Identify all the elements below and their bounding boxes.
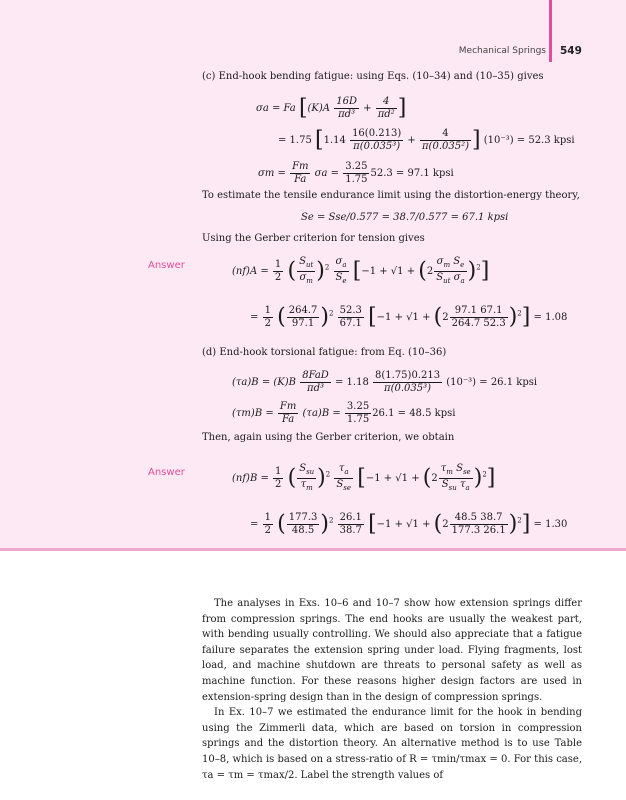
page-edge-marker [549,0,552,62]
eq-c2: = 1.75 [1.14 $\frac{16(0.213)}{\text{π(0.035³)}}$ + $\frac{4}{\text{π(0.035²)}}$ ] (10⁻³) = 52.3 kpsi [278,127,575,153]
part-d-intro: (d) End-hook torsional fatigue: from Eq. (10–36) [202,347,447,358]
gerber-intro-d: Then, again using the Gerber criterion, we obtain [202,432,455,443]
eq-c5: = $\frac{1}{2}$ ( $\frac{264.7}{97.1}$ )$^2$ $\frac{52.3}{67.1}$ [−1 + √1 + (2 $\frac{97.1 67.1}{264.7 52.3}$ )$^2$] = 1.08 [250,304,568,330]
running-header: Mechanical Springs [458,46,546,56]
gerber-intro-c: Using the Gerber criterion for tension gives [202,233,425,244]
eq-c1: σa = Fa [(K)A $\frac{16D}{\text{πd³}}$ + $\frac{4}{\text{πd²}}$ ] [256,95,407,121]
tensile-intro: To estimate the tensile endurance limit using the distortion-energy theory, [202,190,580,201]
eq-d3: (nf)B = $\frac{1}{2}$ ( $\frac{S_{su}}{\tau_m}$ )$^2$ $\frac{\tau_a}{S_{se}}$ [−1 + √1 + (2 $\frac{\tau_m S_{se}}{S_{su} \tau_a}$ )$^2$] [232,463,496,492]
eq-d1: (τa)B = (K)B $\frac{\text{8FaD}}{\text{πd³}}$ = 1.18 $\frac{8(1.75)0.213}{\text{π(0.035³)}}$ (10⁻³) = 26.1 kpsi [232,370,538,394]
eq-c4: (nf)A = $\frac{1}{2}$ ( $\frac{S_{ut}}{\sigma_m}$ )$^2$ $\frac{\sigma_a}{S_e}$ [−1 + √1 + (2 $\frac{\sigma_m S_e}{S_{ut} \sigma_a}$ )$^2$] [232,256,490,285]
paragraph-2: In Ex. 10–7 we estimated the endurance limit for the hook in bending using the Zimmerli data, which are based on torsion in compression springs and the distortion theory. An alternative method is to use Table 10–8, which is based on a stress-ratio of R = τmin/τmax = 0. For this case, τa = τm = τmax/2. Label the strength values of [202,707,582,781]
part-c-intro: (c) End-hook bending fatigue: using Eqs. (10–34) and (10–35) gives [202,71,544,82]
answer-label-c: Answer [148,260,185,271]
page-number: 549 [560,45,582,57]
paragraph-1: The analyses in Exs. 10–6 and 10–7 show how extension springs differ from compression springs. The end hooks are usually the weakest part, with bending usually controlling. We should also appreciate that a fatigue failure separates the extension spring under load. Flying fragments, lost load, and machine shutdown are threats to personal safety as well as machine function. For these reasons higher design factors are used in extension-spring design than in the design of compression springs. [202,598,582,703]
eq-d2: (τm)B = $\frac{Fm}{Fa}$ (τa)B = $\frac{3.25}{1.75}$ 26.1 = 48.5 kpsi [232,401,456,425]
body-text [202,596,582,783]
example-box-border [0,548,626,551]
eq-c3: σm = $\frac{Fm}{Fa}$ σa = $\frac{3.25}{1.75}$ 52.3 = 97.1 kpsi [258,161,454,185]
eq-d4: = $\frac{1}{2}$ ( $\frac{177.3}{48.5}$ )$^2$ $\frac{26.1}{38.7}$ [−1 + √1 + (2 $\frac{48.5 38.7}{177.3 26.1}$ )$^2$] = 1.30 [250,511,568,537]
answer-label-d: Answer [148,467,185,478]
tensile-eq: Se = Sse/0.577 = 38.7/0.577 = 67.1 kpsi [301,212,509,223]
